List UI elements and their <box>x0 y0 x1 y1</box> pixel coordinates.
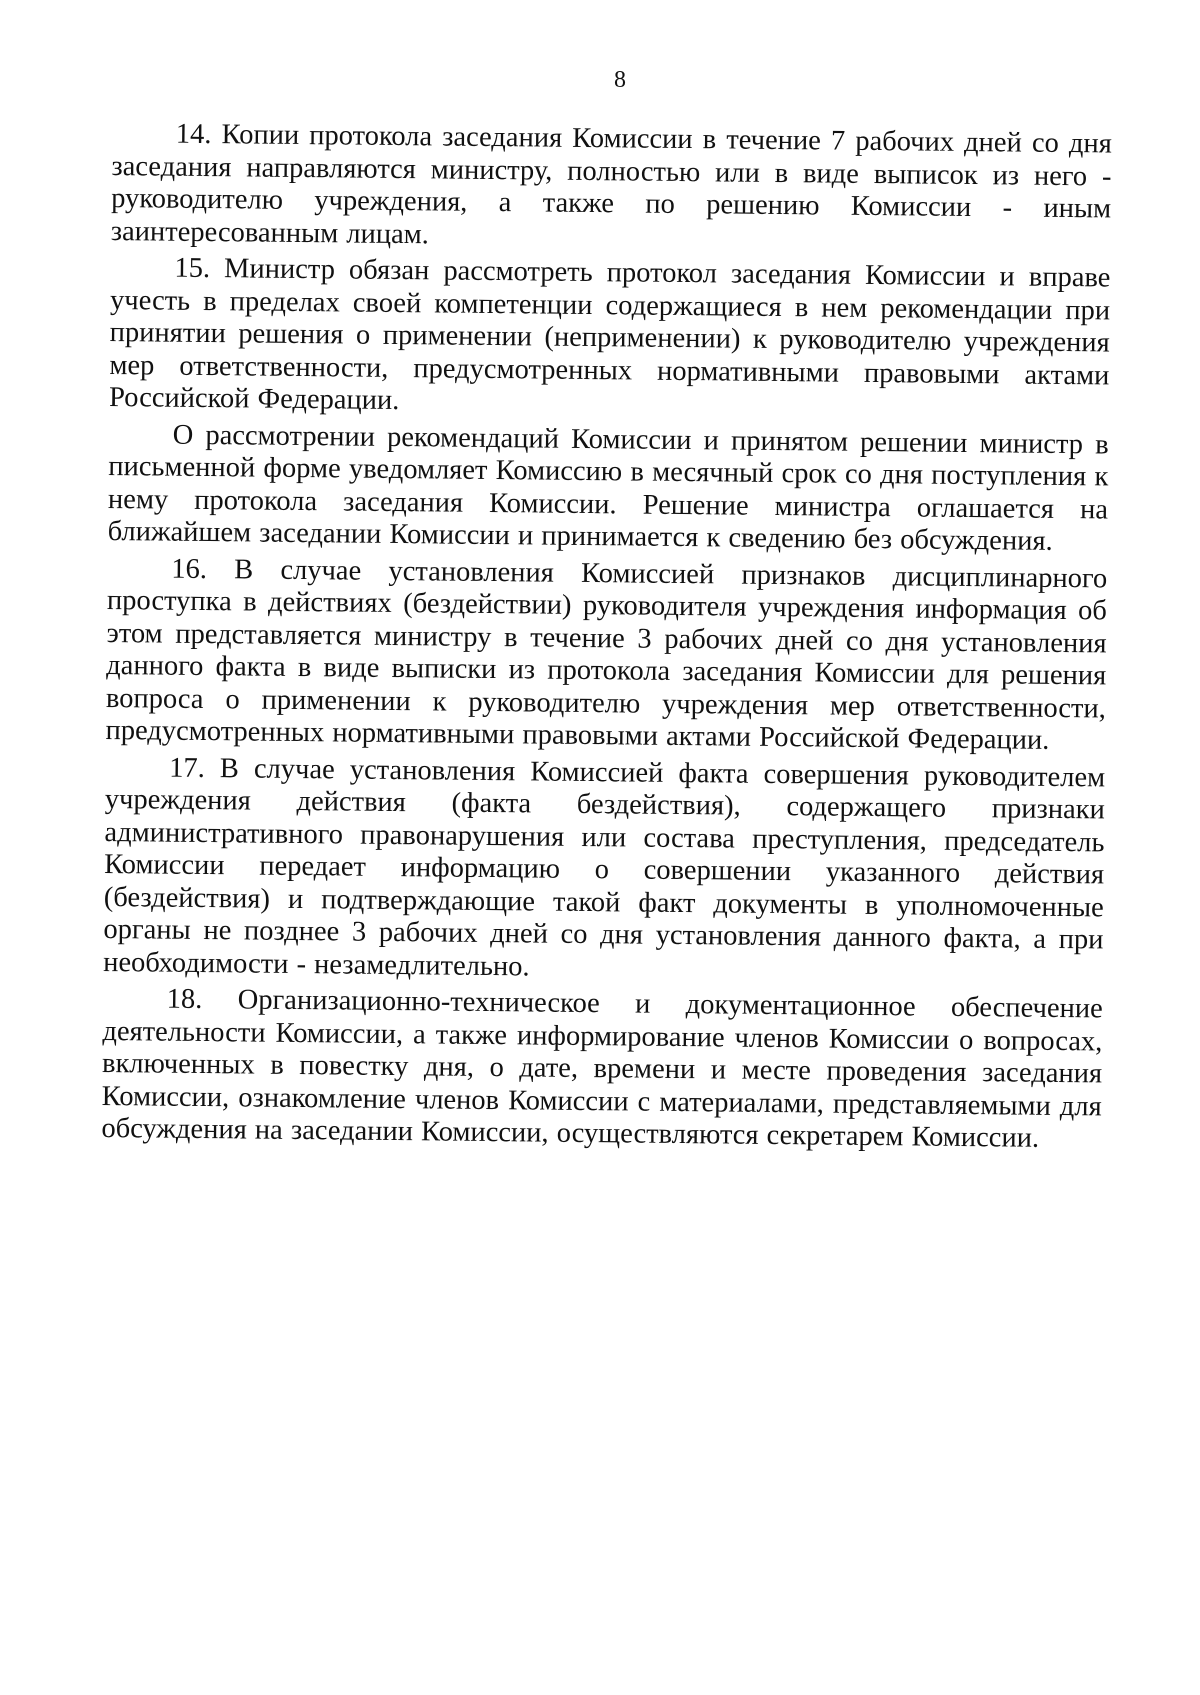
paragraph-18: 18. Организационно-техническое и документационное обеспечение деятельности Комиссии, а также информирование членов Комиссии о вопросах, включенных в повестку дня, о дате, времени и месте проведения заседания Комиссии, ознакомление членов Комиссии с материалами, представляемыми для обсуждения на заседании Комиссии, осуществляются секретарем Комиссии. <box>101 983 1103 1154</box>
paragraph-15: 15. Министр обязан рассмотреть протокол заседания Комиссии и вправе учесть в пределах своей компетенции содержащиеся в нем рекомендации при принятии решения о применении (неприменении) к руководителю учреждения мер ответственности, предусмотренных нормативными правовыми актами Российской Федерации. <box>108 252 1111 417</box>
paragraph-15-continuation: О рассмотрении рекомендаций Комиссии и принятом решении министр в письменной форме уведомляет Комиссию в месячный срок со дня поступления к нему протокола заседания Комиссии. Решение министра оглашается на ближайшем заседании Комиссии и принимается к сведению без обсуждения. <box>107 419 1109 557</box>
page-number: 8 <box>614 67 626 93</box>
paragraph-17: 17. В случае установления Комиссией факта совершения руководителем учреждения действия (факта бездействия), содержащего признаки административного правонарушения или состава преступления, председатель Комиссии передает информацию о совершении указанного действия (бездействия) и подтверждающие такой факт документы в уполномоченные органы не позднее 3 рабочих дней со дня установления данного факта, а при необходимости - незамедлительно. <box>102 752 1106 982</box>
document-body <box>101 118 1112 1160</box>
paragraph-16: 16. В случае установления Комиссией признаков дисциплинарного проступка в действиях (бездействии) руководителя учреждения информация об этом представляется министру в течение 3 рабочих дней со дня установления данного факта в виде выписки из протокола заседания Комиссии для решения вопроса о применении к руководителю учреждения мер ответственности, предусмотренных нормативными правовыми актами Российской Федерации. <box>105 553 1108 756</box>
paragraph-14: 14. Копии протокола заседания Комиссии в течение 7 рабочих дней со дня заседания направляются министру, полностью или в виде выписок из него - руководителю учреждения, а также по решению Комиссии - иным заинтересованным лицам. <box>110 118 1112 250</box>
